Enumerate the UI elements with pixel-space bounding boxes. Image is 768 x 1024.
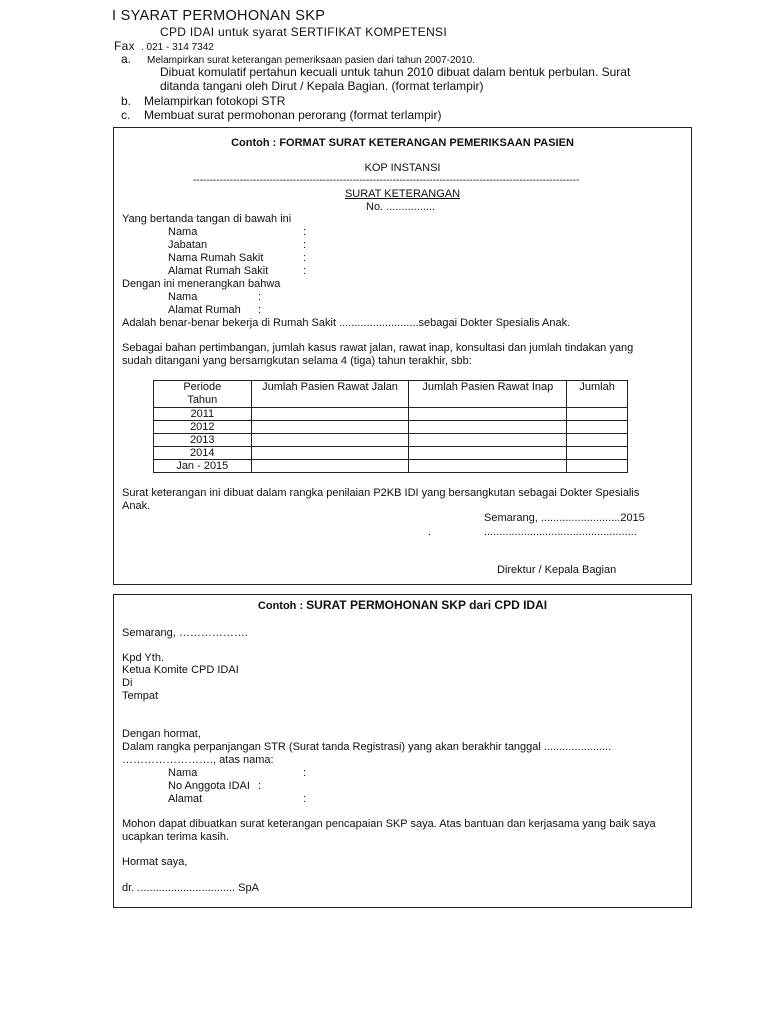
recipient-line: Kpd Yth. <box>122 652 164 664</box>
column-header-period: Periode Tahun <box>154 381 252 408</box>
table-cell <box>567 408 628 421</box>
requirement-b-text: Melampirkan fotokopi STR <box>144 94 286 108</box>
table-cell <box>409 421 567 434</box>
signer-field-colon: : <box>303 265 307 277</box>
format-box-heading: Contoh : FORMAT SURAT KETERANGAN PEMERIKSAAN PASIEN <box>231 137 574 149</box>
subject-field-label: Alamat Rumah <box>168 304 241 316</box>
table-cell-period: 2014 <box>154 447 252 460</box>
request-heading-prefix: Contoh : <box>257 600 304 612</box>
column-header-outpatient: Jumlah Pasien Rawat Jalan <box>251 381 409 408</box>
table-row <box>154 460 628 473</box>
fax-number: . 021 - 314 7342 <box>141 42 214 53</box>
request-field-colon: : <box>303 793 307 805</box>
table-cell <box>251 434 409 447</box>
request-field-colon: : <box>258 780 262 792</box>
kop-instansi: KOP INSTANSI <box>364 162 441 174</box>
dot-marker: . <box>428 526 432 538</box>
request-box-heading <box>113 599 692 613</box>
page-title: I SYARAT PERMOHONAN SKP <box>112 8 326 24</box>
requirement-c-marker: c. <box>121 108 131 122</box>
requirement-c-text: Membuat surat permohonan perorang (format terlampir) <box>144 108 442 122</box>
table-header-row <box>154 381 628 408</box>
fax-label: Fax <box>114 39 135 53</box>
consideration-text: Sebagai bahan pertimbangan, jumlah kasus rawat jalan, rawat inap, konsultasi dan jumlah tindakan yang <box>122 342 634 354</box>
table-cell-period: 2012 <box>154 421 252 434</box>
table-row <box>154 447 628 460</box>
signature-line: .................................................. <box>484 526 637 538</box>
table-cell <box>409 460 567 473</box>
signer-title: Direktur / Kepala Bagian <box>497 564 617 576</box>
page-subtitle: CPD IDAI untuk syarat SERTIFIKAT KOMPETENSI <box>160 25 447 39</box>
table-cell <box>567 447 628 460</box>
request-closing-text: Mohon dapat dibuatkan surat keterangan pencapaian SKP saya. Atas bantuan dan kerjasama yang baik saya <box>122 818 656 830</box>
request-field-label: Alamat <box>168 793 203 805</box>
closing: Hormat saya, <box>122 856 188 868</box>
column-header-total: Jumlah <box>567 381 628 408</box>
table-cell <box>567 460 628 473</box>
table-cell <box>567 421 628 434</box>
request-heading-main: SURAT PERMOHONAN SKP dari CPD IDAI <box>306 598 548 612</box>
request-field-colon: : <box>303 767 307 779</box>
table-cell <box>409 447 567 460</box>
request-closing-text: ucapkan terima kasih. <box>122 831 229 843</box>
employment-statement: Adalah benar-benar bekerja di Rumah Sakit ..........................sebagai Dokter Spesialis Anak. <box>122 317 571 329</box>
table-cell <box>251 460 409 473</box>
greeting: Dengan hormat, <box>122 728 201 740</box>
signer-field-label: Nama Rumah Sakit <box>168 252 264 264</box>
recipient-line: Tempat <box>122 690 159 702</box>
table-cell <box>251 447 409 460</box>
table-cell <box>409 408 567 421</box>
table-cell-period: Jan - 2015 <box>154 460 252 473</box>
signer-field-label: Nama <box>168 226 198 238</box>
signer-field-colon: : <box>303 239 307 251</box>
subject-intro: Dengan ini menerangkan bahwa <box>122 278 281 290</box>
consideration-text: sudah ditangani yang bersamgkutan selama 4 (tiga) tahun terakhir, sbb: <box>122 355 472 367</box>
table-row <box>154 421 628 434</box>
subject-field-colon: : <box>258 291 262 303</box>
letter-number: No. ................ <box>366 201 436 213</box>
signer-field-label: Alamat Rumah Sakit <box>168 265 269 277</box>
requirement-a-text: Melampirkan surat keterangan pemeriksaan pasien dari tahun 2007-2010. <box>147 55 475 66</box>
signer-field-colon: : <box>303 252 307 264</box>
recipient-line: Di <box>122 677 133 689</box>
table-cell <box>251 408 409 421</box>
request-body: Dalam rangka perpanjangan STR (Surat tanda Registrasi) yang akan berakhir tanggal ...................... <box>122 741 612 753</box>
table-cell-period: 2013 <box>154 434 252 447</box>
table-cell <box>567 434 628 447</box>
column-header-inpatient: Jumlah Pasien Rawat Inap <box>409 381 567 408</box>
table-cell <box>251 421 409 434</box>
request-body: ……………………., atas nama: <box>122 754 274 766</box>
signer-field-label: Jabatan <box>168 239 208 251</box>
table-cell <box>409 434 567 447</box>
purpose-text: Surat keterangan ini dibuat dalam rangka penilaian P2KB IDI yang bersangkutan sebagai Dokter Spesialis <box>122 487 640 499</box>
patient-count-table <box>153 380 628 473</box>
subject-field-label: Nama <box>168 291 198 303</box>
request-field-label: Nama <box>168 767 198 779</box>
letter-title: SURAT KETERANGAN <box>344 188 461 200</box>
requirement-a-text: Dibuat komulatif pertahun kecuali untuk tahun 2010 dibuat dalam bentuk perbulan. Surat <box>160 65 631 79</box>
requirement-b-marker: b. <box>121 94 132 108</box>
signer-field-colon: : <box>303 226 307 238</box>
table-row <box>154 434 628 447</box>
recipient-line: Ketua Komite CPD IDAI <box>122 664 239 676</box>
purpose-text: Anak. <box>122 500 151 512</box>
signer-intro: Yang bertanda tangan di bawah ini <box>122 213 292 225</box>
place-date: Semarang, ..........................2015 <box>484 512 645 524</box>
table-row <box>154 408 628 421</box>
request-field-label: No Anggota IDAI <box>168 780 250 792</box>
table-cell-period: 2011 <box>154 408 252 421</box>
requirement-a-marker: a. <box>121 52 132 66</box>
request-place-date: Semarang, ………………. <box>122 627 248 639</box>
subject-field-colon: : <box>258 304 262 316</box>
requirement-a-text: ditanda tangani oleh Dirut / Kepala Bagian. (format terlampir) <box>160 79 484 93</box>
dashed-separator: -------------------------------------------------------------------------------------------------------------------- <box>193 175 580 186</box>
signature: dr. ................................ SpA <box>122 882 259 894</box>
